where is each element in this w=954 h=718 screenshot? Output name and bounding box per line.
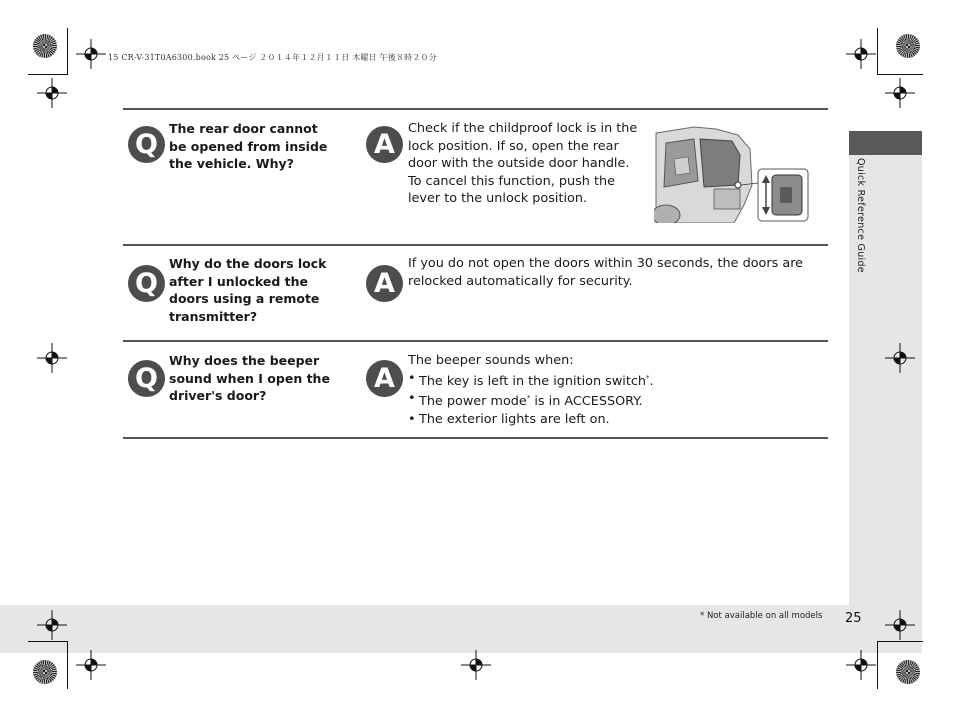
registration-mark-icon <box>885 78 915 108</box>
qa-item-beeper <box>123 341 828 437</box>
answer-intro: The beeper sounds when: <box>408 353 574 368</box>
registration-mark-icon <box>885 343 915 373</box>
answer-line: Check if the childproof lock is in the <box>408 121 638 136</box>
answer-text <box>408 120 648 208</box>
divider-bottom <box>123 437 828 439</box>
printer-rosette-icon <box>896 660 920 684</box>
page-number: 25 <box>845 611 862 626</box>
registration-mark-icon <box>76 650 106 680</box>
registration-mark-icon <box>461 650 491 680</box>
crop-mark <box>877 641 923 642</box>
registration-mark-icon <box>846 650 876 680</box>
crop-mark <box>877 641 878 689</box>
list-item: • The key is left in the ignition switch*. <box>408 370 828 391</box>
footnote-mark: * <box>646 373 650 382</box>
beeper-conditions-list <box>408 370 828 429</box>
answer-line: If you do not open the doors within 30 seconds, the doors are <box>408 256 804 271</box>
sidebar-section-label: Quick Reference Guide <box>855 158 866 273</box>
childproof-lock-illustration <box>654 125 812 223</box>
crop-mark <box>28 74 68 75</box>
answer-line: lock position. If so, open the rear <box>408 138 619 154</box>
crop-mark <box>67 641 68 689</box>
question-text: Why does the beeper sound when I open the driver's door? <box>169 353 330 403</box>
registration-mark-icon <box>885 610 915 640</box>
registration-mark-icon <box>37 610 67 640</box>
question-text: Why do the doors lock after I unlocked the doors using a remote transmitter? <box>169 256 327 324</box>
list-item: • The power mode* is in ACCESSORY. <box>408 390 828 411</box>
question-badge: Q <box>128 360 165 397</box>
footnote-mark: * <box>526 394 531 402</box>
print-header: 15 CR-V-31T0A6300.book 25 ページ ２０１４年１２月１１日 木曜日 午後８時２０分 <box>108 53 437 62</box>
registration-mark-icon <box>37 343 67 373</box>
answer-badge: A <box>366 265 403 302</box>
answer-badge: A <box>366 126 403 163</box>
list-item: • The exterior lights are left on. <box>408 411 828 429</box>
question-badge: Q <box>128 126 165 163</box>
printer-rosette-icon <box>33 34 57 58</box>
answer-line: relocked automatically for security. <box>408 273 633 289</box>
answer-line: lever to the unlock position. <box>408 191 588 206</box>
footnote: * Not available on all models <box>700 611 823 621</box>
answer-badge: A <box>366 360 403 397</box>
printer-rosette-icon <box>33 660 57 684</box>
printer-rosette-icon <box>896 34 920 58</box>
registration-mark-icon <box>76 39 106 69</box>
registration-mark-icon <box>846 39 876 69</box>
answer-text <box>408 255 828 290</box>
answer-text <box>408 352 828 428</box>
crop-mark <box>877 28 878 75</box>
sidebar-section-tab[interactable] <box>849 131 922 155</box>
question-badge: Q <box>128 265 165 302</box>
qa-item-auto-relock <box>123 245 828 340</box>
registration-mark-icon <box>37 78 67 108</box>
answer-line: To cancel this function, push the <box>408 173 615 189</box>
crop-mark <box>67 28 68 75</box>
crop-mark <box>877 74 923 75</box>
crop-mark <box>28 641 68 642</box>
answer-line: door with the outside door handle. <box>408 156 630 171</box>
question-text: The rear door cannot be opened from inside the vehicle. Why? <box>169 121 328 171</box>
